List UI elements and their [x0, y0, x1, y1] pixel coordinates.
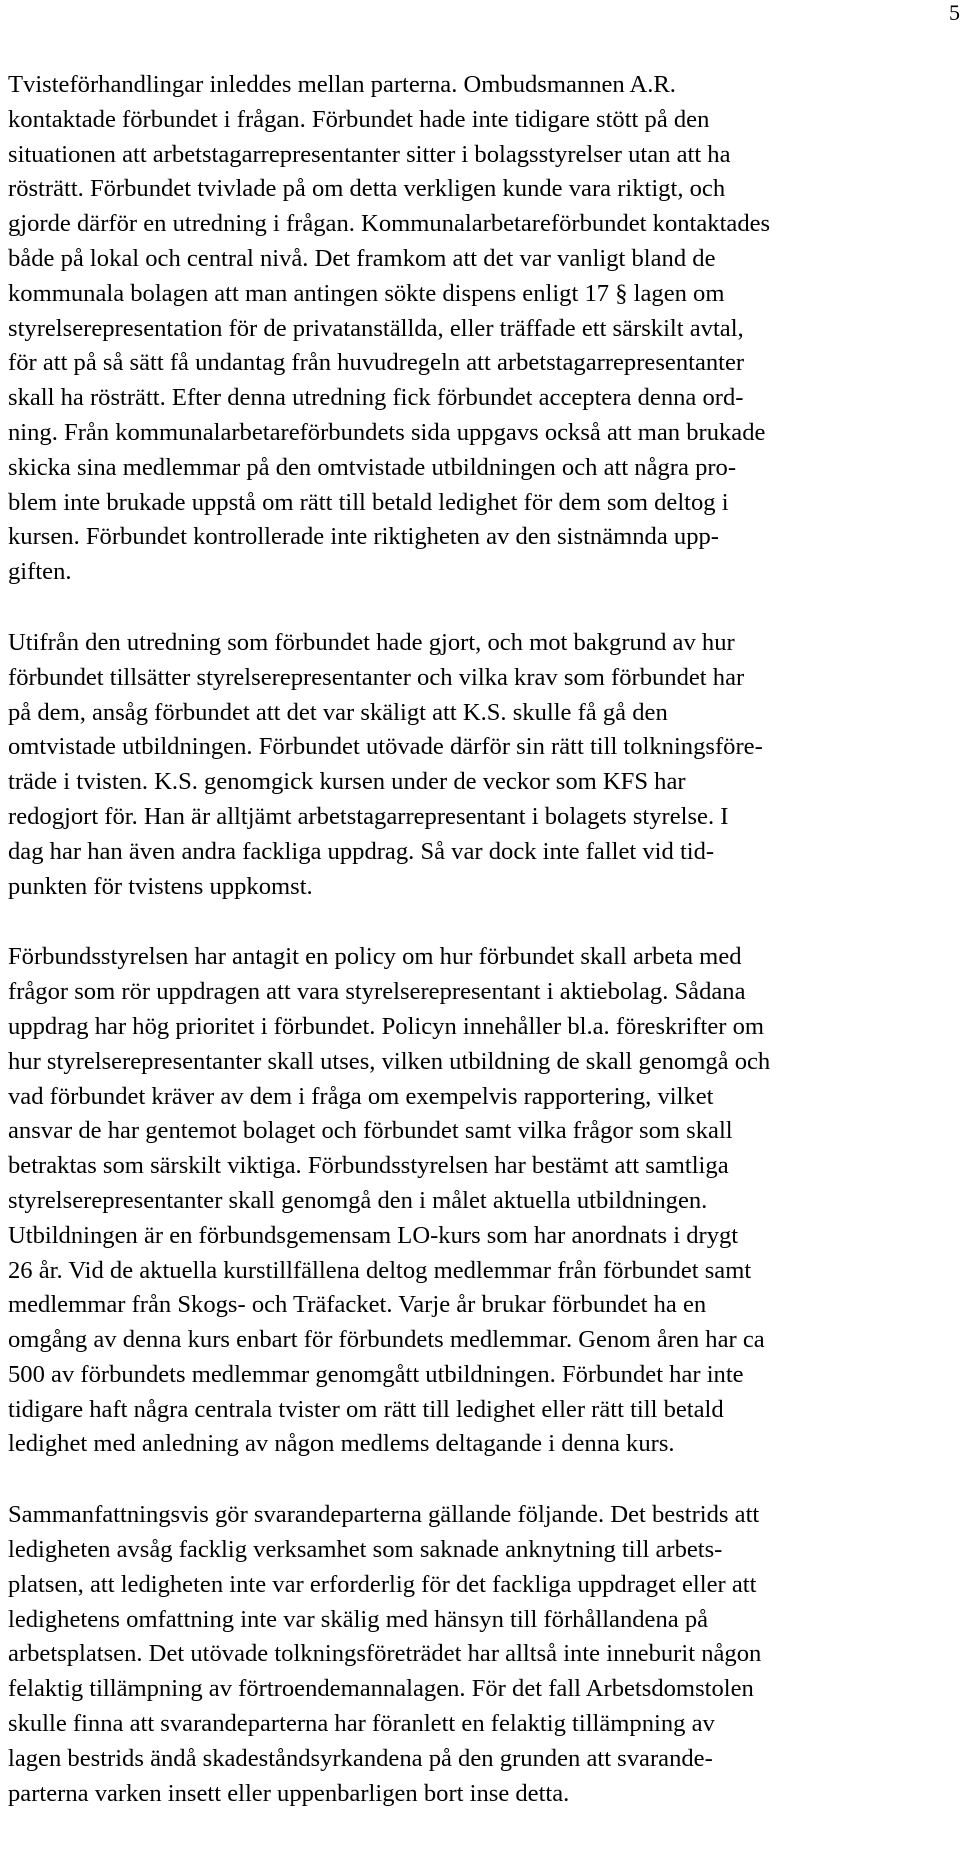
text-line: ning. Från kommunalarbetareförbundets sida uppgavs också att man brukade — [8, 418, 766, 446]
text-line: kommunala bolagen att man antingen sökte dispens enligt 17 § lagen om — [8, 279, 725, 307]
text-line: giften. — [8, 558, 72, 586]
text-line: parterna varken insett eller uppenbarligen bort inse detta. — [8, 1779, 570, 1807]
text-line: lagen bestrids ändå skadeståndsyrkandena på den grunden att svarande- — [8, 1744, 713, 1772]
text-line: Utifrån den utredning som förbundet hade gjort, och mot bakgrund av hur — [8, 628, 735, 656]
text-line: Sammanfattningsvis gör svarandeparterna gällande följande. Det bestrids att — [8, 1501, 760, 1529]
paragraph-3 — [8, 940, 960, 1462]
page-number: 5 — [949, 0, 960, 25]
text-line: skall ha rösträtt. Efter denna utredning fick förbundet acceptera denna ord- — [8, 384, 744, 412]
text-line: träde i tvisten. K.S. genomgick kursen under de veckor som KFS har — [8, 768, 686, 796]
text-line: redogjort för. Han är alltjämt arbetstagarrepresentant i bolagets styrelse. I — [8, 802, 729, 830]
text-line: styrelserepresentation för de privatanställda, eller träffade ett särskilt avtal, — [8, 314, 744, 342]
text-line: 500 av förbundets medlemmar genomgått utbildningen. Förbundet har inte — [8, 1360, 744, 1388]
text-line: gjorde därför en utredning i frågan. Kommunalarbetareförbundet kontaktades — [8, 210, 771, 238]
text-line: platsen, att ledigheten inte var erforderlig för det fackliga uppdraget eller att — [8, 1570, 757, 1598]
text-line: arbetsplatsen. Det utövade tolkningsföreträdet har alltså inte inneburit någon — [8, 1640, 762, 1668]
text-line: omgång av denna kurs enbart för förbundets medlemmar. Genom åren har ca — [8, 1326, 765, 1354]
text-line: punkten för tvistens uppkomst. — [8, 872, 313, 900]
text-line: Utbildningen är en förbundsgemensam LO-kurs som har anordnats i drygt — [8, 1221, 739, 1249]
text-line: ledighetens omfattning inte var skälig med hänsyn till förhållandena på — [8, 1605, 709, 1633]
paragraph-2 — [8, 626, 960, 904]
text-line: frågor som rör uppdragen att vara styrelserepresentant i aktiebolag. Sådana — [8, 978, 746, 1006]
text-line: ledigheten avsåg facklig verksamhet som saknade anknytning till arbets- — [8, 1536, 723, 1564]
text-line: blem inte brukade uppstå om rätt till betald ledighet för dem som deltog i — [8, 488, 729, 516]
text-line: för att på så sätt få undantag från huvudregeln att arbetstagarrepresentanter — [8, 349, 745, 377]
text-line: dag har han även andra fackliga uppdrag. Så var dock inte fallet vid tid- — [8, 837, 715, 865]
text-line: betraktas som särskilt viktiga. Förbundsstyrelsen har bestämt att samtliga — [8, 1152, 729, 1180]
text-line: skicka sina medlemmar på den omtvistade utbildningen och att några pro- — [8, 453, 737, 481]
text-line: tidigare haft några centrala tvister om rätt till ledighet eller rätt till betald — [8, 1395, 724, 1423]
text-line: kursen. Förbundet kontrollerade inte riktigheten av den sistnämnda upp- — [8, 523, 719, 551]
text-line: felaktig tillämpning av förtroendemannalagen. För det fall Arbetsdomstolen — [8, 1675, 754, 1703]
paragraph-4 — [8, 1498, 960, 1811]
text-line: på dem, ansåg förbundet att det var skäligt att K.S. skulle få gå den — [8, 698, 668, 726]
text-line: ansvar de har gentemot bolaget och förbundet samt vilka frågor som skall — [8, 1117, 733, 1145]
text-line: styrelserepresentanter skall genomgå den i målet aktuella utbildningen. — [8, 1186, 708, 1214]
text-line: vad förbundet kräver av dem i fråga om exempelvis rapportering, vilket — [8, 1082, 714, 1110]
text-line: medlemmar från Skogs- och Träfacket. Varje år brukar förbundet ha en — [8, 1291, 707, 1319]
text-line: ledighet med anledning av någon medlems deltagande i denna kurs. — [8, 1430, 675, 1458]
text-line: Förbundsstyrelsen har antagit en policy om hur förbundet skall arbeta med — [8, 943, 742, 971]
paragraph-1 — [8, 68, 960, 590]
text-line: uppdrag har hög prioritet i förbundet. Policyn innehåller bl.a. föreskrifter om — [8, 1012, 765, 1040]
text-line: Tvisteförhandlingar inleddes mellan parterna. Ombudsmannen A.R. — [8, 71, 676, 98]
body-text — [8, 68, 960, 1847]
text-line: rösträtt. Förbundet tvivlade på om detta verkligen kunde vara riktigt, och — [8, 175, 726, 203]
text-line: kontaktade förbundet i frågan. Förbundet hade inte tidigare stött på den — [8, 105, 710, 133]
text-line: skulle finna att svarandeparterna har föranlett en felaktig tillämpning av — [8, 1710, 715, 1738]
text-line: både på lokal och central nivå. Det framkom att det var vanligt bland de — [8, 244, 716, 272]
text-line: 26 år. Vid de aktuella kurstillfällena deltog medlemmar från förbundet samt — [8, 1256, 752, 1284]
text-line: förbundet tillsätter styrelserepresentanter och vilka krav som förbundet har — [8, 663, 745, 691]
text-line: situationen att arbetstagarrepresentanter sitter i bolagsstyrelser utan att ha — [8, 140, 731, 168]
text-line: omtvistade utbildningen. Förbundet utövade därför sin rätt till tolkningsföre- — [8, 733, 763, 761]
text-line: hur styrelserepresentanter skall utses, vilken utbildning de skall genomgå och — [8, 1047, 771, 1075]
